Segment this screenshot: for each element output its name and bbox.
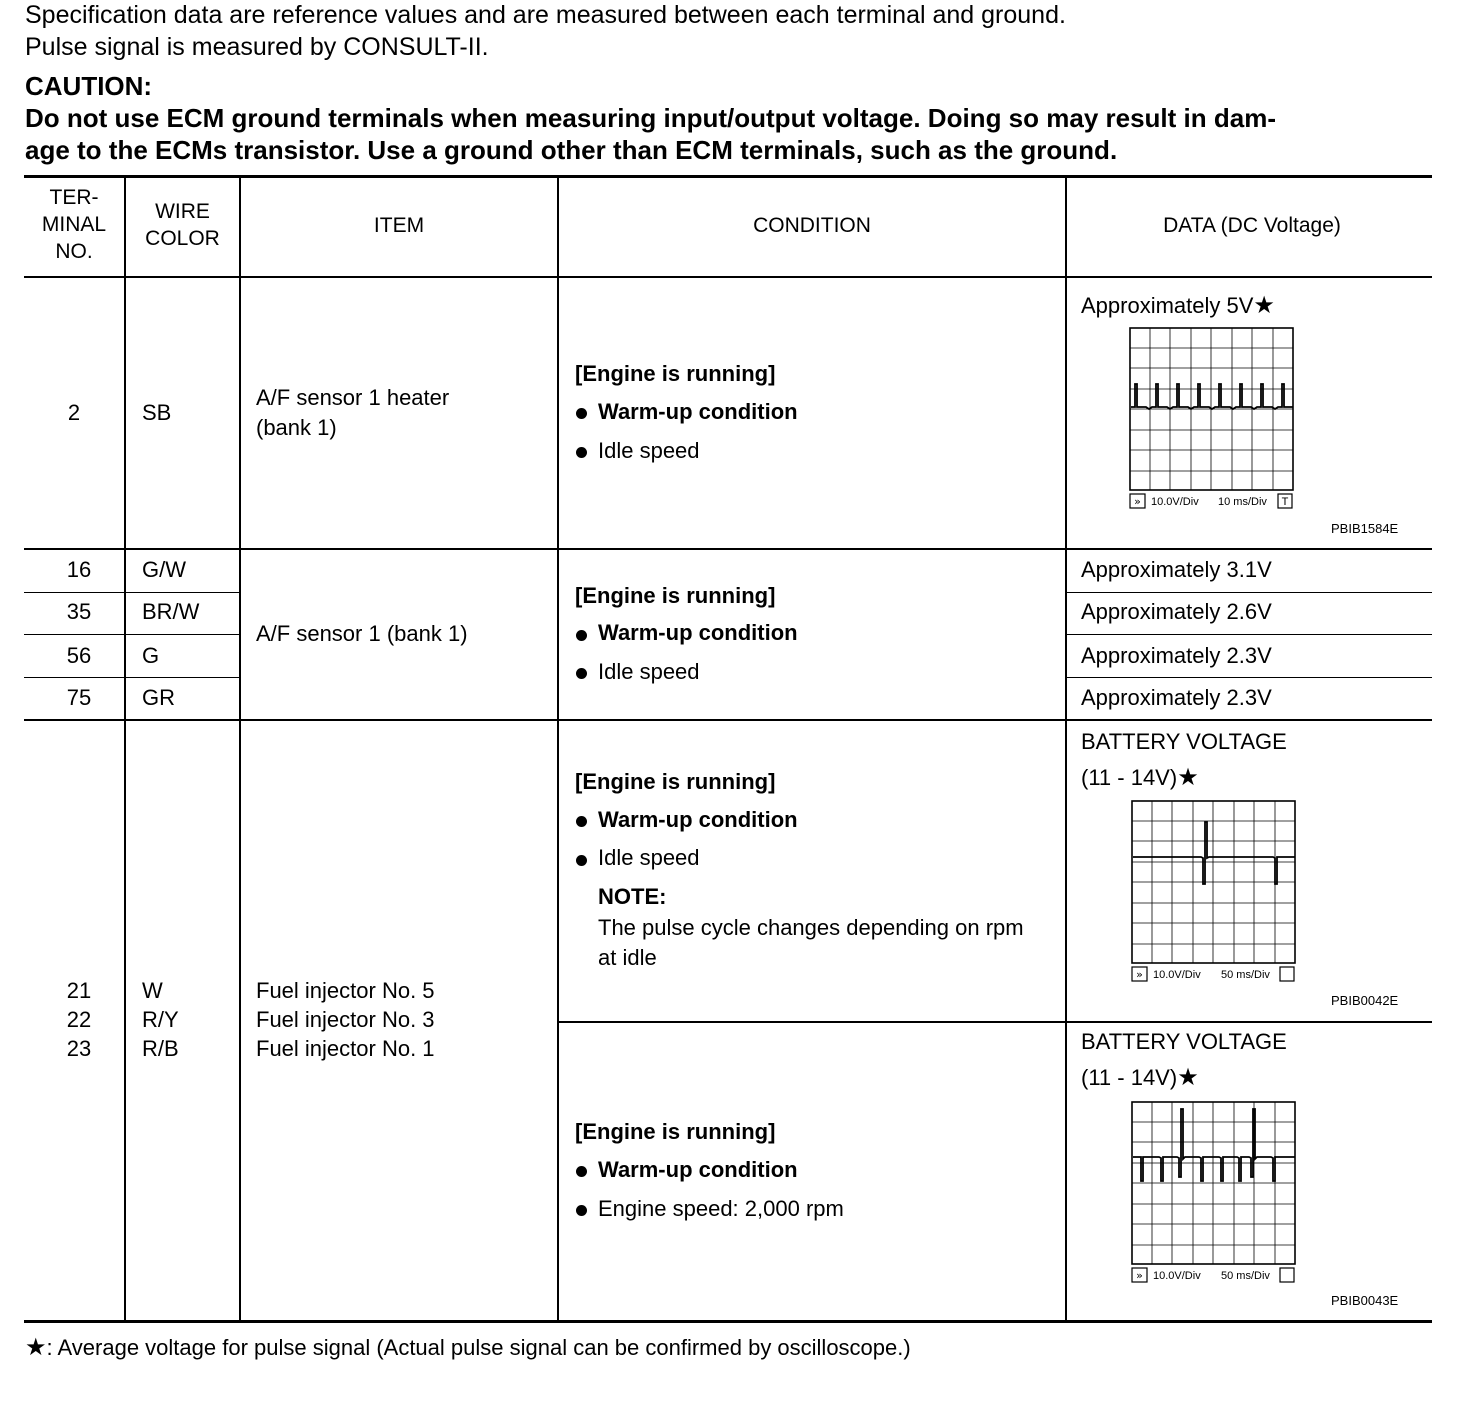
scope-volt-div: 10.0V/Div (1151, 496, 1199, 508)
row2-subrule-right (1066, 592, 1432, 593)
header-terminal-line: NO. (55, 240, 93, 263)
forward-icon: » (1136, 968, 1143, 981)
bullet-icon (576, 447, 587, 458)
row2-item: A/F sensor 1 (bank 1) (256, 621, 468, 646)
scope-volt-div: 10.0V/Div (1153, 969, 1201, 981)
star-icon: ★ (1177, 1064, 1199, 1091)
scope-trace (1133, 1109, 1295, 1181)
row1-condition-bullet: Idle speed (598, 438, 700, 463)
scope-gridlines (1132, 801, 1295, 963)
row1-figure-code: PBIB1584E (1331, 521, 1399, 536)
scope-trigger-box (1280, 1268, 1294, 1282)
scope-trigger-label: T (1281, 496, 1289, 508)
header-rule (24, 276, 1432, 278)
bullet-icon (576, 668, 587, 679)
row3-wire: R/B (142, 1036, 179, 1061)
row2-subrule-left (24, 677, 240, 678)
header-terminal (24, 184, 124, 265)
footnote (25, 1333, 911, 1363)
row2-rule (24, 719, 1432, 721)
star-icon: ★ (1253, 292, 1275, 319)
row3a-note-line: The pulse cycle changes depending on rpm (598, 915, 1024, 940)
bullet-icon (576, 855, 587, 866)
header-item: ITEM (373, 214, 425, 237)
scope-trace (1131, 384, 1293, 409)
row2-wire: G/W (142, 557, 186, 582)
intro-line-1: Specification data are reference values and are measured between each terminal and ground. (25, 1, 1066, 29)
col-divider (239, 178, 241, 1321)
row2-terminal: 75 (66, 685, 92, 710)
header-terminal-line: TER- (49, 186, 99, 209)
row2-subrule-right (1066, 677, 1432, 678)
header-wire-line: COLOR (145, 227, 220, 250)
row3b-condition-bullet: Engine speed: 2,000 rpm (598, 1196, 844, 1221)
row3-wire: W (142, 978, 163, 1003)
caution-line-1: Do not use ECM ground terminals when measuring input/output voltage. Doing so may result in dam- (25, 103, 1276, 133)
row3a-note-title: NOTE: (598, 884, 667, 909)
row1-condition-title: [Engine is running] (575, 361, 776, 386)
row3a-note-line: at idle (598, 945, 657, 970)
row2-subrule-right (1066, 634, 1432, 635)
row3a-data-range-value: (11 - 14V) (1081, 765, 1178, 790)
row3b-condition-title: [Engine is running] (575, 1119, 776, 1144)
row2-data: Approximately 2.6V (1081, 599, 1272, 624)
scope-waveform-pbib0042e (1131, 800, 1297, 984)
header-data: DATA (DC Voltage) (1163, 214, 1341, 237)
scope-time-div: 50 ms/Div (1221, 969, 1270, 981)
row1-item-line: A/F sensor 1 heater (256, 385, 450, 410)
row3-item: Fuel injector No. 3 (256, 1007, 435, 1032)
row3a-figure-code: PBIB0042E (1331, 993, 1399, 1008)
row2-condition-bullet: Warm-up condition (598, 620, 798, 645)
header-terminal-line: MINAL (41, 213, 107, 236)
row3-item: Fuel injector No. 5 (256, 978, 435, 1003)
scope-time-div: 50 ms/Div (1221, 1270, 1270, 1282)
row2-terminal: 35 (66, 599, 92, 624)
star-icon: ★ (1177, 764, 1199, 791)
row2-terminal: 56 (66, 643, 92, 668)
row3-terminal: 21 (66, 978, 92, 1003)
row1-terminal: 2 (67, 400, 81, 425)
header-wire-color (126, 198, 239, 252)
row2-terminal: 16 (66, 557, 92, 582)
row3a-data-label: BATTERY VOLTAGE (1081, 729, 1287, 754)
row1-data-value: Approximately 5V (1081, 293, 1254, 318)
row3b-figure-code: PBIB0043E (1331, 1293, 1399, 1308)
row2-condition-bullet: Idle speed (598, 659, 700, 684)
row1-item-line: (bank 1) (256, 415, 337, 440)
table-top-rule (24, 175, 1432, 178)
col-divider (557, 178, 559, 1321)
row3-terminal: 23 (66, 1036, 92, 1061)
scope-waveform-pbib1584e (1129, 327, 1295, 511)
row2-condition-title: [Engine is running] (575, 583, 776, 608)
star-icon: ★ (25, 1334, 47, 1361)
row3-terminal: 22 (66, 1007, 92, 1032)
header-wire-line: WIRE (155, 200, 210, 223)
row2-data: Approximately 2.3V (1081, 643, 1272, 668)
row3a-condition-bullet: Idle speed (598, 845, 700, 870)
caution-line-2: age to the ECMs transistor. Use a ground other than ECM terminals, such as the ground. (25, 135, 1118, 165)
row2-wire: GR (142, 685, 175, 710)
row2-wire: G (142, 643, 160, 668)
col-divider (1065, 178, 1067, 1321)
row1-condition-bullet: Warm-up condition (598, 399, 798, 424)
row3-wire: R/Y (142, 1007, 179, 1032)
row1-data (1081, 291, 1275, 320)
scope-trace (1133, 822, 1295, 884)
row3-subrule (558, 1021, 1432, 1023)
row2-data: Approximately 3.1V (1081, 557, 1272, 582)
table-bottom-rule (24, 1320, 1432, 1323)
caution-title: CAUTION: (25, 71, 153, 101)
scope-waveform-pbib0043e (1131, 1101, 1297, 1285)
row2-subrule-left (24, 592, 240, 593)
row2-data: Approximately 2.3V (1081, 685, 1272, 710)
bullet-icon (576, 1205, 587, 1216)
scope-time-div: 10 ms/Div (1218, 496, 1267, 508)
bullet-icon (576, 1166, 587, 1177)
row3a-condition-title: [Engine is running] (575, 769, 776, 794)
bullet-icon (576, 408, 587, 419)
scope-gridlines (1132, 1102, 1295, 1264)
row3a-data-range (1081, 763, 1199, 792)
row2-wire: BR/W (142, 599, 200, 624)
row1-wire: SB (142, 400, 172, 425)
bullet-icon (576, 816, 587, 827)
row3b-condition-bullet: Warm-up condition (598, 1157, 798, 1182)
row3b-data-range-value: (11 - 14V) (1081, 1065, 1178, 1090)
col-divider (124, 178, 126, 1321)
row3a-condition-bullet: Warm-up condition (598, 807, 798, 832)
footnote-text: : Average voltage for pulse signal (Actual pulse signal can be confirmed by oscilloscope.) (46, 1335, 911, 1360)
bullet-icon (576, 630, 587, 641)
header-condition: CONDITION (753, 214, 871, 237)
row3-item: Fuel injector No. 1 (256, 1036, 435, 1061)
scope-volt-div: 10.0V/Div (1153, 1270, 1201, 1282)
intro-line-2: Pulse signal is measured by CONSULT-II. (25, 33, 489, 61)
forward-icon: » (1134, 495, 1141, 508)
scope-trigger-box (1280, 967, 1294, 981)
row2-subrule-left (24, 634, 240, 635)
row3b-data-range (1081, 1063, 1199, 1092)
row3b-data-label: BATTERY VOLTAGE (1081, 1029, 1287, 1054)
forward-icon: » (1136, 1269, 1143, 1282)
row1-rule (24, 548, 1432, 550)
